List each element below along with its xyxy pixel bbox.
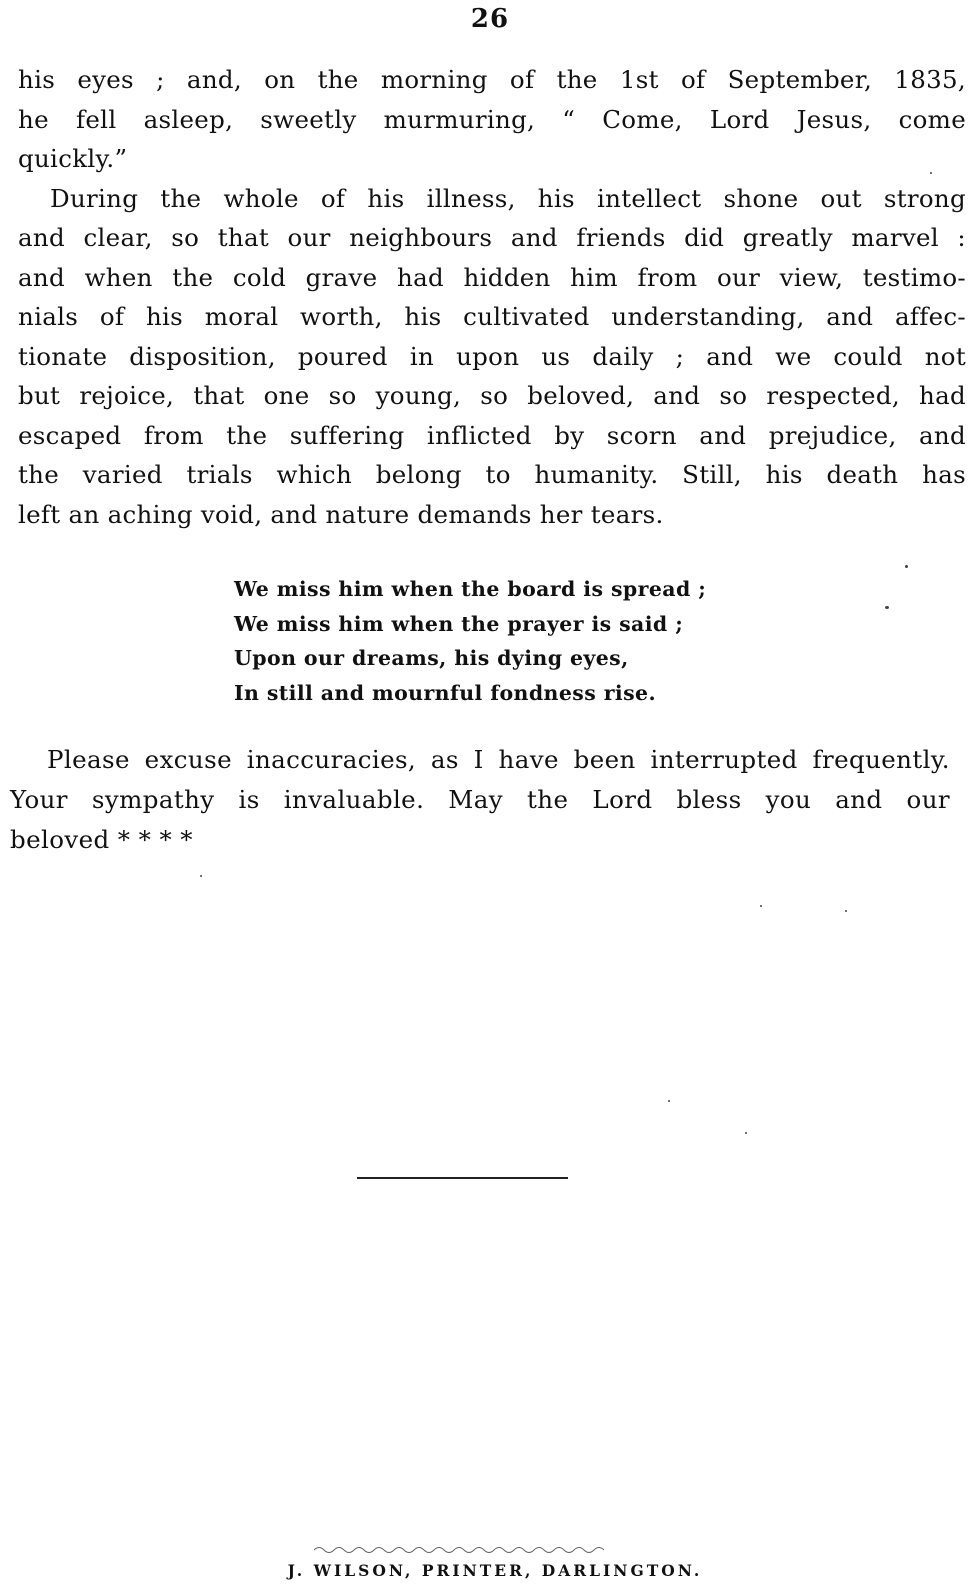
paper-speck xyxy=(745,1132,747,1134)
verse-line: In still and mournful fondness rise. xyxy=(234,680,657,705)
paragraph2-line: and when the cold grave had hidden him from our view, testimo- xyxy=(18,262,966,292)
paragraph2-line: and clear, so that our neighbours and friends did greatly marvel : xyxy=(18,223,966,252)
printer-imprint: J. WILSON, PRINTER, DARLINGTON. xyxy=(287,1561,703,1580)
paragraph2-line: During the whole of his illness, his intellect shone out strong xyxy=(50,183,966,213)
verse-line: We miss him when the prayer is said ; xyxy=(234,611,684,636)
paper-speck xyxy=(905,565,908,568)
paragraph2-line: nials of his moral worth, his cultivated understanding, and affec- xyxy=(18,302,966,331)
paragraph2-line: escaped from the suffering inflicted by scorn and prejudice, and xyxy=(18,420,966,450)
paragraph2-line: the varied trials which belong to humanity. Still, his death has xyxy=(18,460,966,489)
ornamental-squiggle xyxy=(314,1545,604,1555)
paper-speck xyxy=(760,905,762,907)
paper-speck xyxy=(930,172,932,174)
page-number: 26 xyxy=(470,4,510,34)
paragraph1-line: he fell asleep, sweetly murmuring, “ Come, Lord Jesus, come xyxy=(18,104,966,134)
paragraph1-line: quickly.” xyxy=(18,144,128,173)
paper-speck xyxy=(200,875,202,877)
paper-speck xyxy=(668,1100,670,1102)
paper-speck xyxy=(885,606,889,609)
verse-line: Upon our dreams, his dying eyes, xyxy=(234,646,629,670)
section-divider-rule xyxy=(357,1177,568,1179)
verse-line: We miss him when the board is spread ; xyxy=(234,577,707,601)
closing-line: beloved * * * * xyxy=(10,825,193,854)
closing-line: Your sympathy is invaluable. May the Lord bless you and our xyxy=(10,785,950,814)
verse-stanza xyxy=(234,572,706,710)
closing-note xyxy=(10,740,950,860)
paragraph1-line: his eyes ; and, on the morning of the 1st of September, 1835, xyxy=(18,65,966,94)
paragraph2-line: left an aching void, and nature demands her tears. xyxy=(18,499,664,529)
closing-line: Please excuse inaccuracies, as I have been interrupted frequently. xyxy=(47,745,950,774)
body-text xyxy=(18,60,966,534)
paragraph2-line: but rejoice, that one so young, so beloved, and so respected, had xyxy=(18,381,966,410)
paper-speck xyxy=(845,910,847,912)
paragraph2-line: tionate disposition, poured in upon us daily ; and we could not xyxy=(18,341,966,371)
